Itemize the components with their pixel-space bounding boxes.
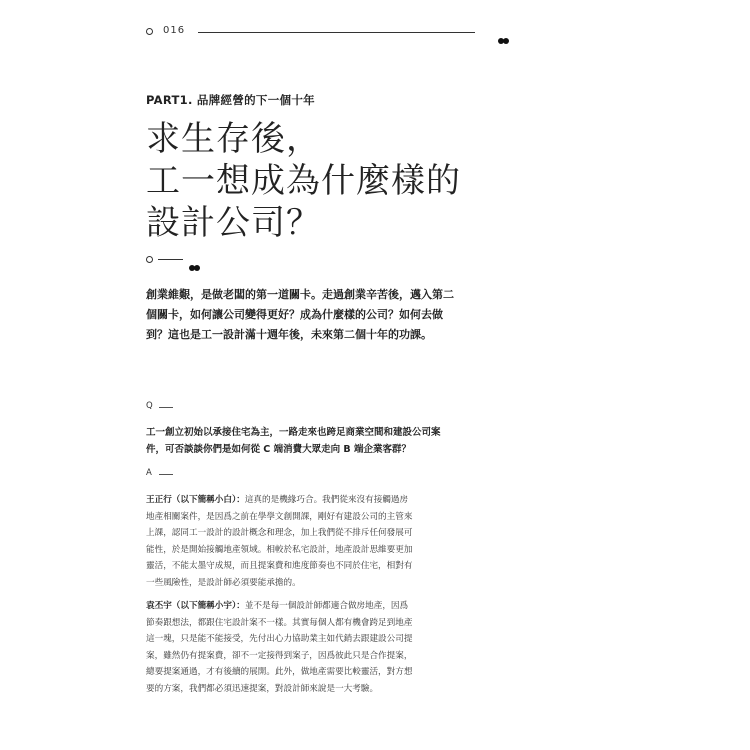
- answer-line: 能性，於是開始接觸地產領域。相較於私宅設計，地產設計思維要更加: [146, 544, 413, 555]
- answer-line: 一些風險性，是設計師必須要能承擔的。: [146, 577, 301, 588]
- answer-line: 地產相關案件，是因爲之前在學學文創開課，剛好有建設公司的主管來: [146, 511, 413, 522]
- q-label-rule: [159, 407, 173, 408]
- answer-line: 上課，認同工一設計的設計概念和理念，加上我們從不排斥任何發展可: [146, 528, 413, 539]
- question: [146, 424, 441, 458]
- title-line: 設計公司？: [146, 203, 321, 243]
- lead-paragraph: [146, 285, 454, 345]
- speaker-name: 袁丕宇（以下簡稱小宇）：: [146, 601, 245, 611]
- lead-line: 到？這也是工一設計滿十週年後，未來第二個十年的功課。: [146, 328, 432, 341]
- lead-line: 個關卡，如何讓公司變得更好？成為什麼樣的公司？如何去做: [146, 308, 443, 321]
- ornament-circle: [146, 256, 153, 263]
- question-line: 工一創立初始以承接住宅為主，一路走來也跨足商業空間和建設公司案: [146, 427, 441, 438]
- answer-line: 並不是每一個設計師都適合做房地產，因爲: [244, 601, 409, 611]
- title-line: 工一想成為什麼樣的: [146, 161, 461, 201]
- answer-line: 這真的是機緣巧合。我們從來沒有接觸過房: [244, 495, 409, 505]
- question-line: 件，可否談談你們是如何從 C 端消費大眾走向 B 端企業客群？: [146, 444, 411, 455]
- answer-line: 案，雖然仍有提案費，卻不一定接得到案子，因爲彼此只是合作提案，: [146, 650, 413, 661]
- answer-line: 總要提案通過，才有後續的展開。此外，做地產需要比較靈活，對方想: [146, 667, 413, 678]
- header-dots-ornament: [498, 29, 508, 48]
- q-label: Q: [146, 401, 153, 411]
- a-label-rule: [159, 474, 173, 475]
- answer-line: 靈活，不能太墨守成規，而且提案費和進度節奏也不同於住宅，相對有: [146, 561, 413, 572]
- title-line: 求生存後，: [146, 119, 321, 159]
- article-title: [146, 118, 461, 244]
- ornament-line: [158, 259, 183, 260]
- answer-line: 這一塊，只是能不能接受，先付出心力協助業主如代銷去跟建設公司提: [146, 634, 413, 645]
- lead-line: 創業維艱，是做老闆的第一道關卡。走過創業辛苦後，邁入第二: [146, 288, 454, 301]
- page-number: 016: [163, 25, 186, 36]
- answer-paragraph-2: [146, 598, 451, 698]
- answer-paragraph-1: [146, 492, 451, 592]
- header-circle-ornament: [146, 28, 153, 35]
- header-rule: [198, 32, 475, 33]
- part-label: PART1. 品牌經營的下一個十年: [146, 93, 315, 107]
- a-label: A: [146, 468, 152, 478]
- answer-line: 要的方案，我們都必須迅速提案，對設計師來說是一大考驗。: [146, 683, 379, 694]
- speaker-name: 王正行（以下簡稱小白）：: [146, 495, 245, 505]
- answer-line: 節奏跟想法，都跟住宅設計案不一樣。其實每個人都有機會跨足到地產: [146, 617, 413, 628]
- ornament-dots: [189, 256, 199, 275]
